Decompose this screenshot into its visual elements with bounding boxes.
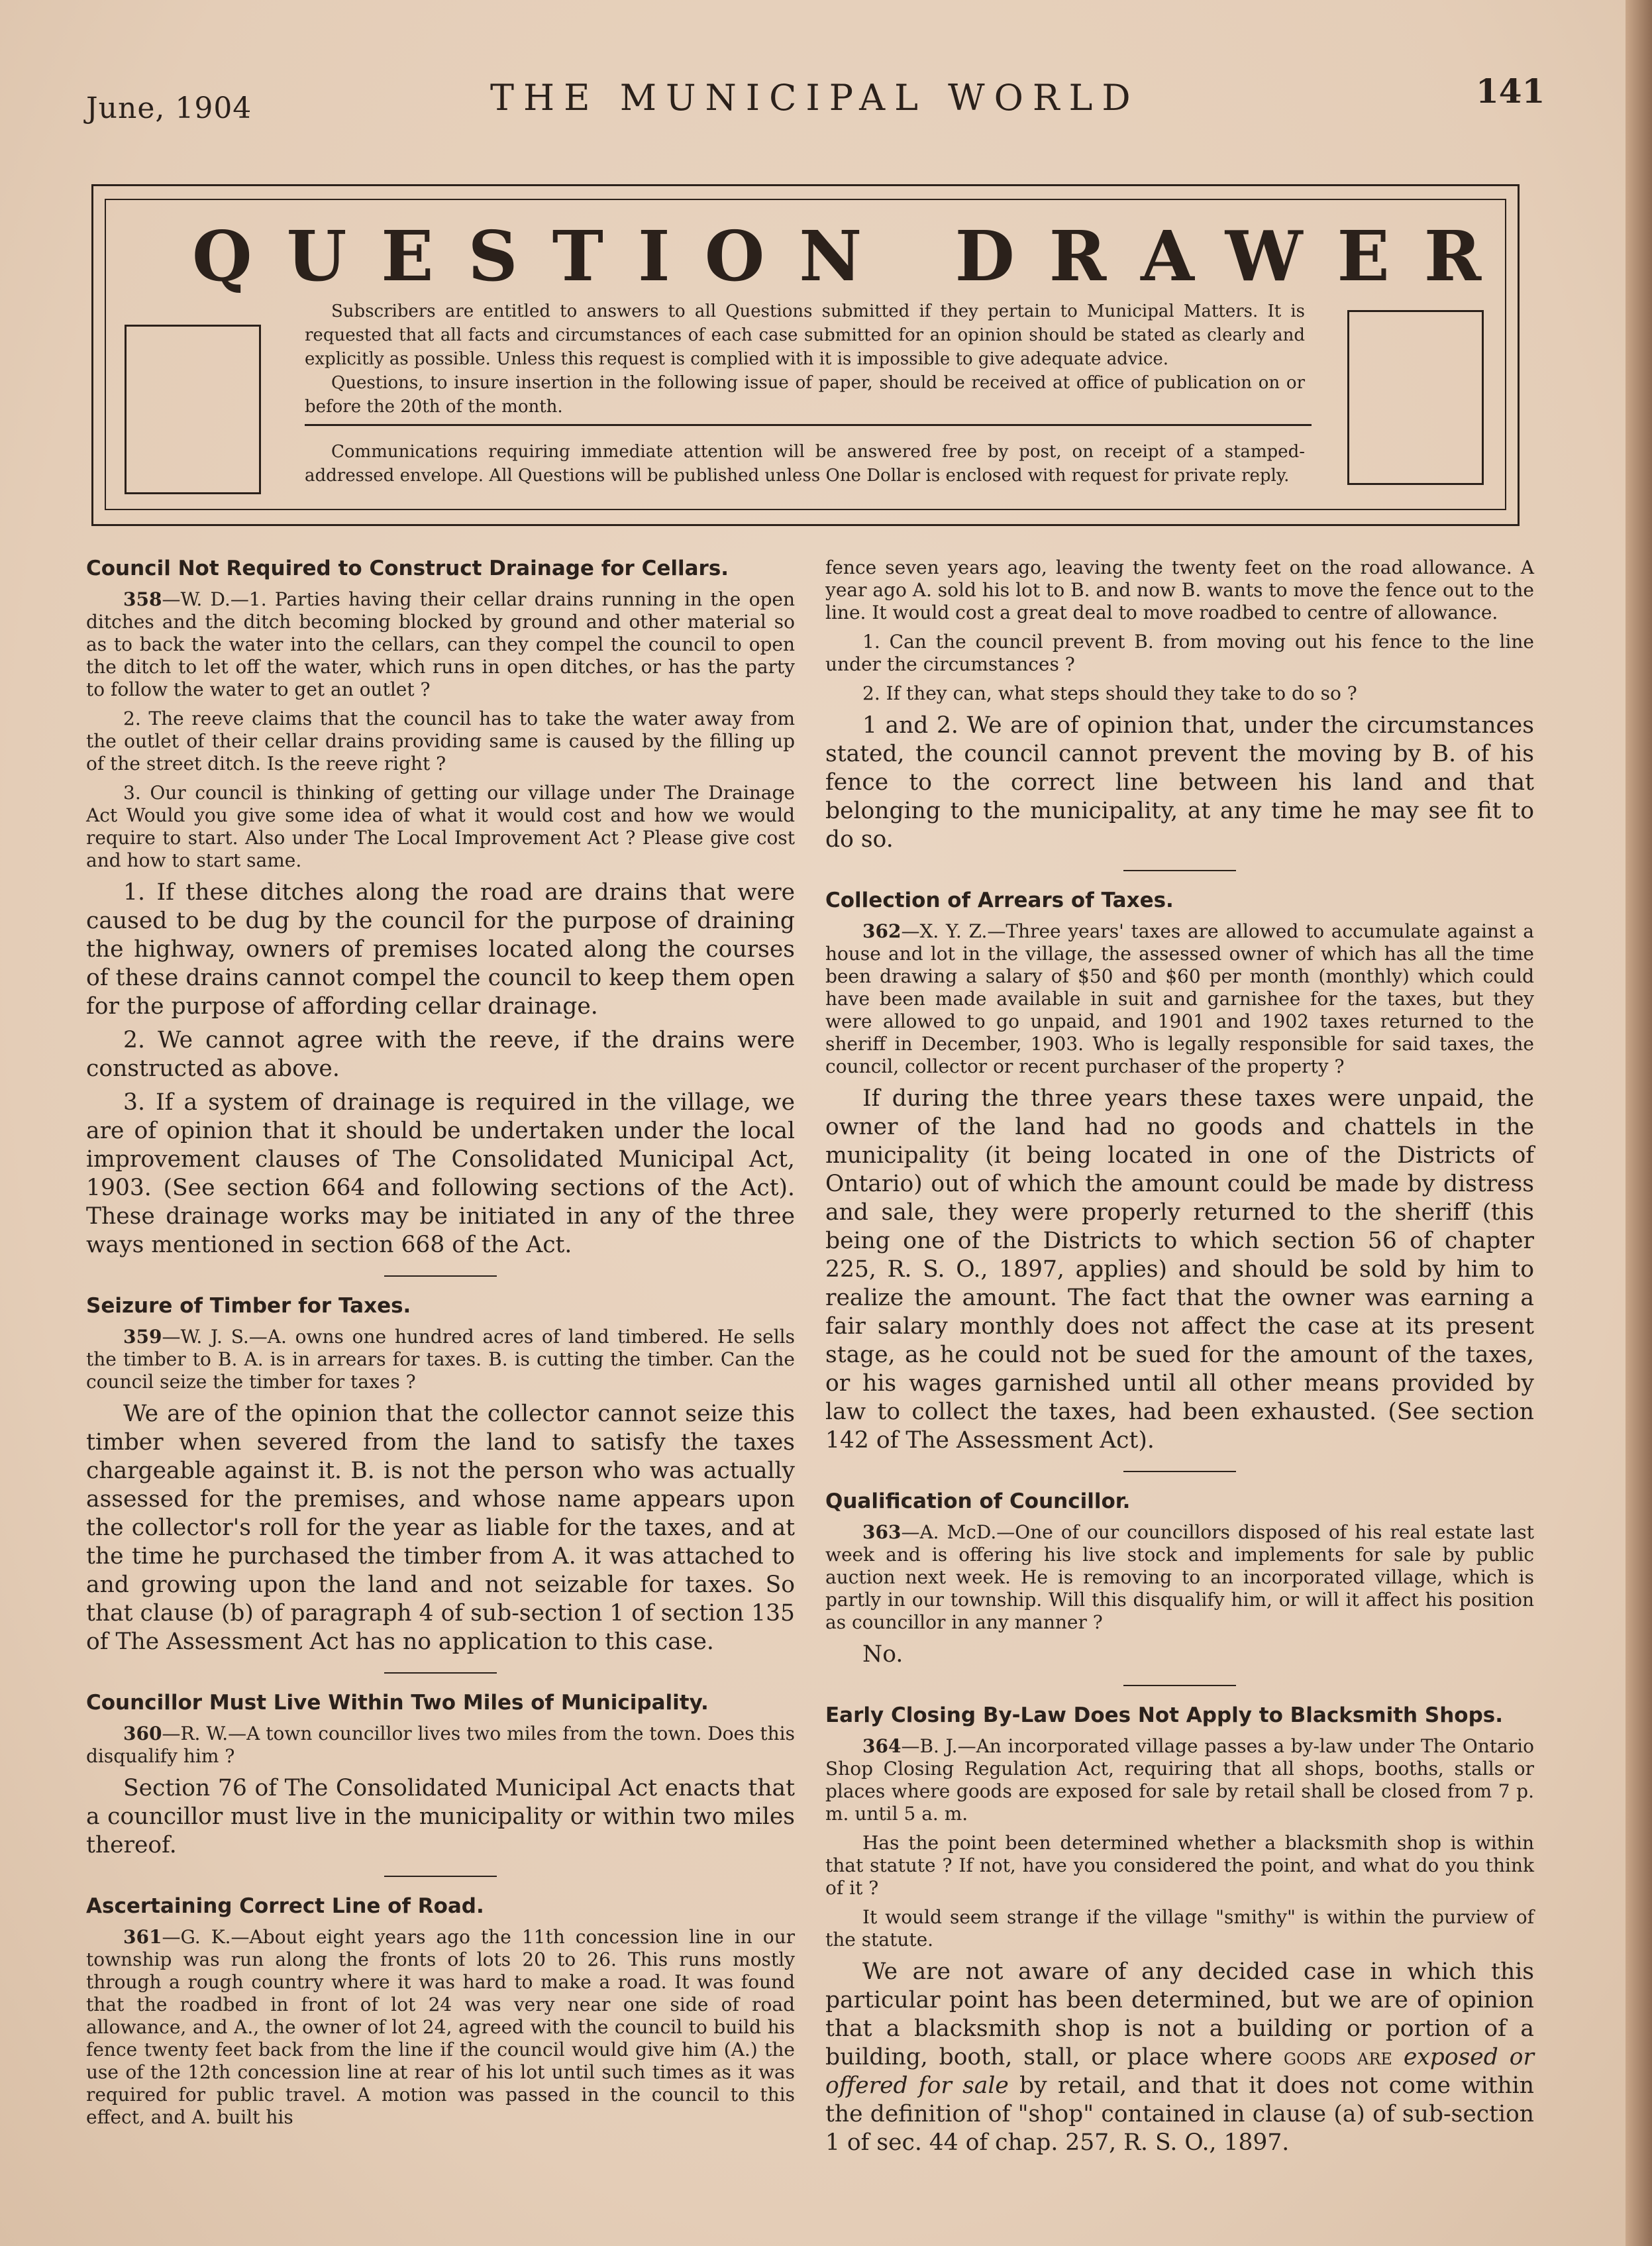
question-number: 360 xyxy=(123,1723,162,1744)
section-divider xyxy=(384,1876,497,1877)
question-number: 364 xyxy=(862,1735,902,1757)
question-drawer-title: QUESTION DRAWER xyxy=(192,215,1516,297)
answer-text: We are of the opinion that the collector cannot seize this timber when severed from the land to satisfy the taxes chargeable against it. B. is not the person who was actually assessed for the premises, and whose name appears upon the collector's roll for the year as liable for the taxes, and at the time he purchased the timber from A. it was attached to and growing upon the land and not seizable for taxes. So that clause (b) of paragraph 4 of sub-section 1 of section 135 of The Assessment Act has no application to this case. xyxy=(86,1401,795,1655)
notice-para-3: Communications requiring immediate attention will be answered free by post, on receipt of a stamped-addressed envelope. All Questions will be published unless One Dollar is enclosed with request for private reply. xyxy=(305,442,1305,486)
question-body: —A. McD.—One of our councillors disposed of his real estate last week and is offering his live stock and implements for sale by public auction next week. He is removing to an incorporated village, which is partly in our township. Will this disqualify him, or will it affect his position as councillor in any manner ? xyxy=(825,1521,1534,1633)
section-heading: Ascertaining Correct Line of Road. xyxy=(86,1894,484,1918)
question-number: 362 xyxy=(862,920,902,942)
question-body: —G. K.—About eight years ago the 11th concession line in our township was run along the fronts of lots 20 to 26. This runs mostly through a rough country where it was hard to make a road. It was found that the roadbed in front of lot 24 was very near one side of road allowance, and A., the owner of lot 24, agreed with the council to build his fence twenty feet back from the line if the council would give him (A.) the use of the 12th concession line at rear of his lot until such times as it was required for public travel. A motion was passed in the council to this effect, and A. built his xyxy=(86,1926,795,2128)
section-divider xyxy=(384,1672,497,1674)
question-drawer-notice-2 xyxy=(305,440,1305,488)
question-text xyxy=(86,1926,795,2129)
section-heading: Qualification of Councillor. xyxy=(825,1489,1131,1513)
answer-text: If during the three years these taxes were unpaid, the owner of the land had no goods and chattels in the municipality (it being located in one of the Districts of Ontario) out of which the amount could be made by distress and sale, they were properly returned to the sheriff (this being one of the Districts to which section 56 of chapter 225, R. S. O., 1897, applies) and should be sold by him to realize the amount. The fact that the owner was earning a fair salary monthly does not affect the case at its present stage, as he could not be sued for the amount of the taxes, or his wages garnished until all other means provided by law to collect the taxes, had been exhausted. (See section 142 of The Assessment Act). xyxy=(825,1085,1534,1454)
question-body: —X. Y. Z.—Three years' taxes are allowed to accumulate against a house and lot in the village, the assessed owner of which has all the time been drawing a salary of $50 and $60 per month (monthly) which could have been made available in suit and garnishee for the taxes, but they were allowed to go unpaid, and 1901 and 1902 taxes returned to the sheriff in December, 1903. Who is legally responsible for said taxes, the council, collector or recent purchaser of the property ? xyxy=(825,920,1534,1077)
section-divider xyxy=(384,1275,497,1277)
answer-text: 3. If a system of drainage is required in the village, we are of opinion that it should be undertaken under the local improvement clauses of The Consolidated Municipal Act, 1903. (See section 664 and following sections of the Act). These drainage works may be initiated in any of the three ways mentioned in section 668 of the Act. xyxy=(86,1089,795,1258)
question-text: 3. Our council is thinking of getting our village under The Drainage Act Would you give some idea of what it would cost and how we would require to start. Also under The Local Improvement Act ? Please give cost and how to start same. xyxy=(86,782,795,871)
decorative-box-left xyxy=(125,325,261,494)
question-body: —R. W.—A town councillor lives two miles from the town. Does this disqualify him ? xyxy=(86,1723,795,1767)
notice-para-2: Questions, to insure insertion in the following issue of paper, should be received at office of publication on or before the 20th of the month. xyxy=(305,373,1305,417)
question-number: 363 xyxy=(862,1521,902,1543)
answer-text: Section 76 of The Consolidated Municipal Act enacts that a councillor must live in the municipality or within two miles thereof. xyxy=(86,1775,795,1858)
right-column xyxy=(825,557,1534,2163)
header-title: THE MUNICIPAL WORLD xyxy=(490,77,1140,119)
section-heading: Council Not Required to Construct Drainage for Cellars. xyxy=(86,557,729,580)
page-number: 141 xyxy=(1476,72,1545,111)
question-body: —B. J.—An incorporated village passes a by-law under The Ontario Shop Closing Regulation Act, requiring that all shops, booths, stalls or places where goods are exposed for sale by retail shall be closed from 7 p. m. until 5 a. m. xyxy=(825,1735,1534,1825)
notice-divider xyxy=(305,424,1312,426)
question-number: 358 xyxy=(123,588,162,610)
answer-text: 1 and 2. We are of opinion that, under the circumstances stated, the council cannot prevent the moving by B. of his fence to the correct line between his land and that belonging to the municipality, at any time he may see fit to do so. xyxy=(825,712,1534,853)
question-text xyxy=(86,588,795,701)
answer-text xyxy=(825,1958,1534,2157)
section-heading: Councillor Must Live Within Two Miles of Municipality. xyxy=(86,1691,709,1715)
answer-text: 1. If these ditches along the road are drains that were caused to be dug by the council for the purpose of draining the highway, owners of premises located along the courses of these drains cannot compel the council to keep them open for the purpose of affording cellar drainage. xyxy=(86,879,795,1020)
question-continued: fence seven years ago, leaving the twenty feet on the road allowance. A year ago A. sold his lot to B. and now B. wants to move the fence out to the line. It would cost a great deal to move roadbed to centre of allowance. xyxy=(825,557,1534,623)
decorative-box-right xyxy=(1347,310,1484,485)
question-text: It would seem strange if the village "smithy" is within the purview of the statute. xyxy=(825,1906,1534,1951)
section-divider xyxy=(1123,870,1236,871)
section-heading: Early Closing By-Law Does Not Apply to Blacksmith Shops. xyxy=(825,1703,1504,1727)
question-text: 2. If they can, what steps should they take to do so ? xyxy=(862,682,1357,704)
question-body: —W. J. S.—A. owns one hundred acres of land timbered. He sells the timber to B. A. is in arrears for taxes. B. is cutting the timber. Can the council seize the timber for taxes ? xyxy=(86,1326,795,1393)
section-divider xyxy=(1123,1685,1236,1686)
answer-text: No. xyxy=(862,1641,903,1668)
question-body: —W. D.—1. Parties having their cellar drains running in the open ditches and the ditch becoming blocked by ground and other material so as to back the water into the cellars, can they compel the council to open the ditch to let off the water, which runs in open ditches, or has the party to follow the water to get an outlet ? xyxy=(86,588,795,700)
answer-part: We are not aware of any decided case in which this particular point has been determined, but we are of opinion that a blacksmith shop is not a building or portion of a building, booth, stall, or place where xyxy=(825,1958,1534,2070)
question-number: 361 xyxy=(123,1926,162,1948)
header-date: June, 1904 xyxy=(86,91,252,125)
section-heading: Seizure of Timber for Taxes. xyxy=(86,1294,411,1318)
answer-text: 2. We cannot agree with the reeve, if the drains were constructed as above. xyxy=(86,1027,795,1082)
left-column xyxy=(86,557,795,2135)
answer-part: by retail, and that it does not come within the definition of "shop" contained in clause (a) of sub-section 1 of sec. 44 of chap. 257, R. S. O., 1897. xyxy=(825,2072,1534,2156)
page-edge xyxy=(1626,0,1652,2246)
question-number: 359 xyxy=(123,1326,162,1348)
question-text: Has the point been determined whether a blacksmith shop is within that statute ? If not, have you considered the point, and what do you think of it ? xyxy=(825,1832,1534,1899)
section-divider xyxy=(1123,1471,1236,1472)
answer-italic: exposed or offered for sale xyxy=(825,2044,1534,2099)
question-text: 1. Can the council prevent B. from moving out his fence to the line under the circumstances ? xyxy=(825,631,1534,675)
question-text: 2. The reeve claims that the council has to take the water away from the outlet of their cellar drains providing same is caused by the filling up of the street ditch. Is the reeve right ? xyxy=(86,708,795,775)
question-text xyxy=(86,1326,795,1393)
question-text xyxy=(86,1723,795,1768)
question-drawer-notice xyxy=(305,299,1305,419)
answer-small-caps: goods are xyxy=(1283,2044,1392,2070)
question-text xyxy=(825,1735,1534,1825)
question-text xyxy=(825,1521,1534,1634)
question-text xyxy=(825,920,1534,1078)
notice-para-1: Subscribers are entitled to answers to all Questions submitted if they pertain to Municipal Matters. It is requested that all facts and circumstances of each case submitted for an opinion should be stated as clearly and explicitly as possible. Unless this request is complied with it is impossible to give adequate advice. xyxy=(305,301,1305,369)
section-heading: Collection of Arrears of Taxes. xyxy=(825,888,1174,912)
